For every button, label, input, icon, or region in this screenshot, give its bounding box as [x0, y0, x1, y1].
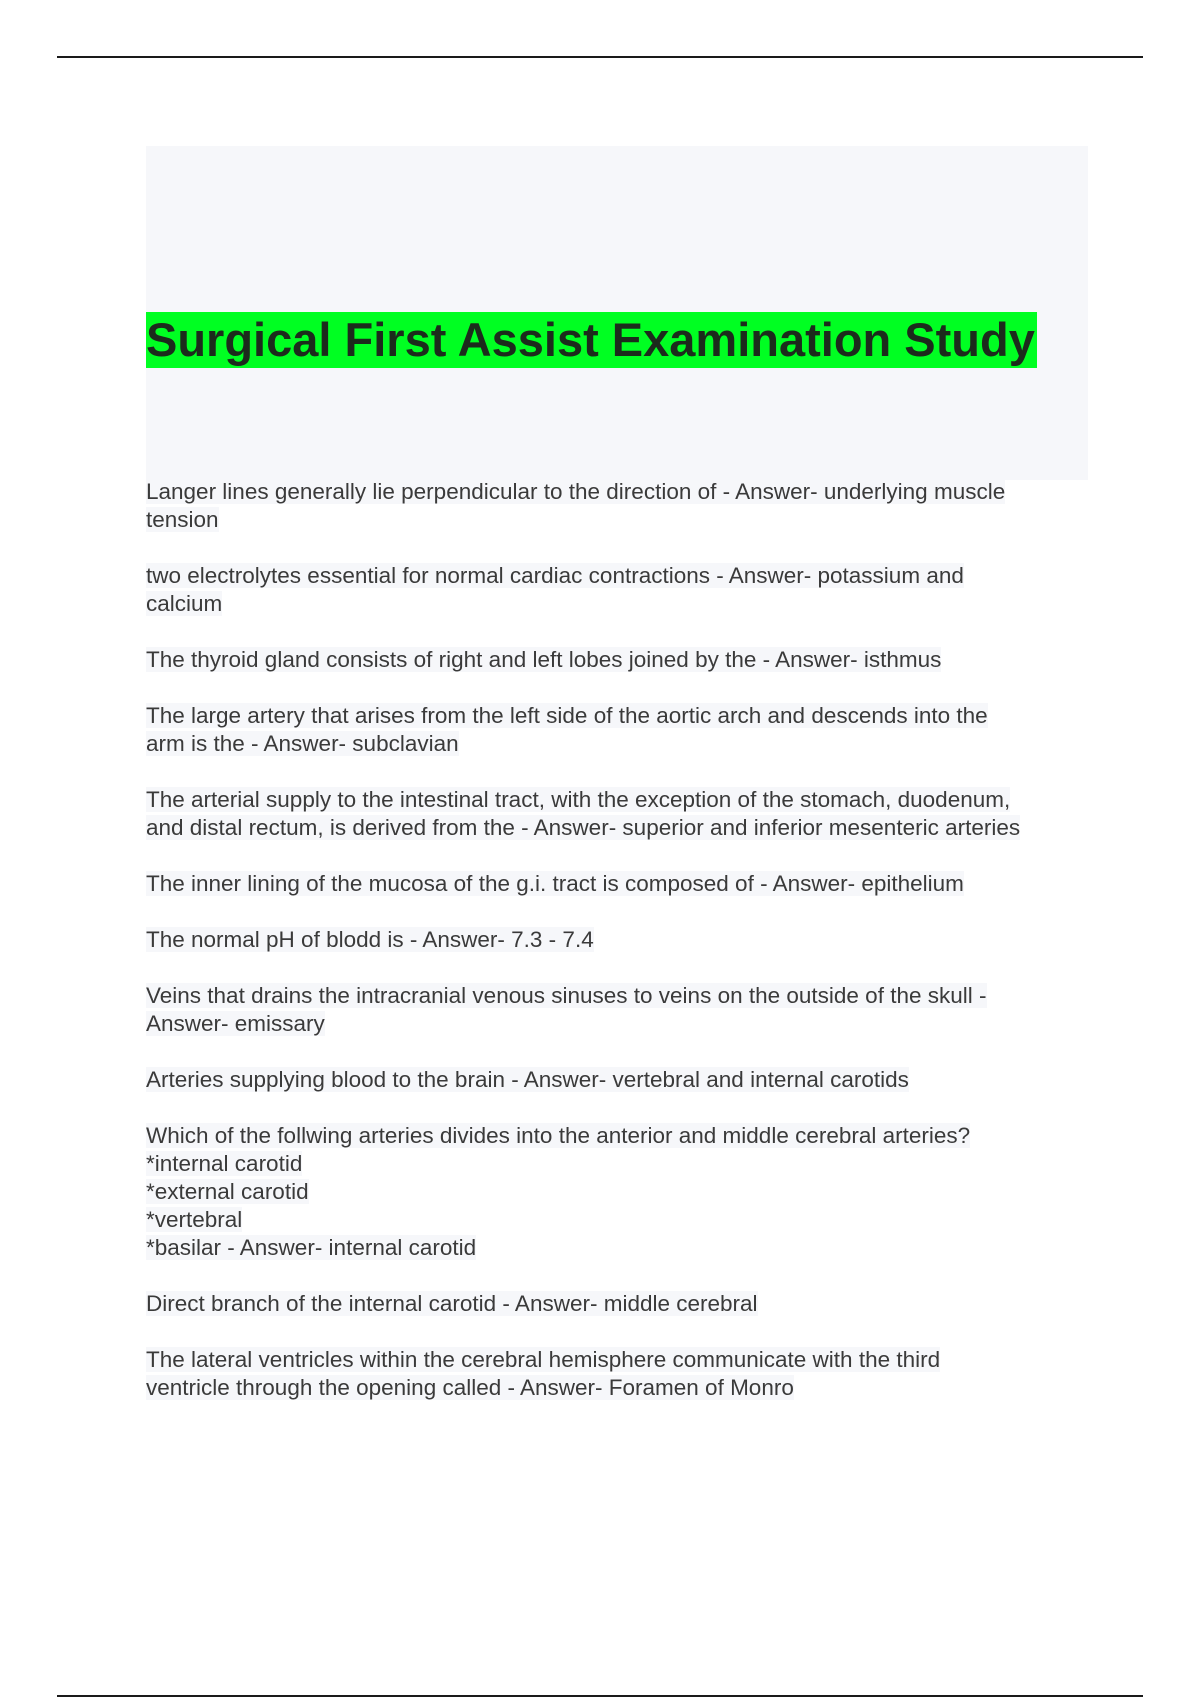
qa-text: The thyroid gland consists of right and left lobes joined by the - Answer- isthmus — [146, 647, 942, 672]
qa-item — [146, 562, 1086, 618]
bottom-rule — [57, 1695, 1143, 1697]
document-title: Surgical First Assist Examination Study — [146, 313, 1035, 366]
title-block — [146, 146, 1088, 480]
qa-text: two electrolytes essential for normal cardiac contractions - Answer- potassium and calcium — [146, 563, 964, 616]
qa-item — [146, 1066, 1086, 1094]
qa-list — [146, 478, 1086, 1430]
qa-text: Arteries supplying blood to the brain - Answer- vertebral and internal carotids — [146, 1067, 909, 1092]
qa-item — [146, 870, 1086, 898]
qa-text: The inner lining of the mucosa of the g.i. tract is composed of - Answer- epithelium — [146, 871, 964, 896]
qa-text: The large artery that arises from the left side of the aortic arch and descends into the arm is the - Answer- subclavian — [146, 703, 988, 756]
qa-text: The lateral ventricles within the cerebral hemisphere communicate with the third ventricle through the opening called - Answer- Foramen of Monro — [146, 1347, 941, 1400]
qa-text: Langer lines generally lie perpendicular to the direction of - Answer- underlying muscle tension — [146, 479, 1006, 532]
qa-text: The normal pH of blodd is - Answer- 7.3 - 7.4 — [146, 927, 594, 952]
qa-text: The arterial supply to the intestinal tract, with the exception of the stomach, duodenum, and distal rectum, is derived from the - Answer- superior and inferior mesenteric arteries — [146, 787, 1021, 840]
qa-item — [146, 1346, 1086, 1402]
qa-text: Veins that drains the intracranial venous sinuses to veins on the outside of the skull - Answer- emissary — [146, 983, 987, 1036]
qa-item — [146, 1290, 1086, 1318]
qa-text: Which of the follwing arteries divides into the anterior and middle cerebral arteries? *internal carotid *external carotid *vertebral *basilar - Answer- internal carotid — [146, 1123, 971, 1260]
qa-item — [146, 646, 1086, 674]
qa-item — [146, 786, 1086, 842]
qa-item — [146, 1122, 1086, 1262]
top-rule — [57, 56, 1143, 58]
qa-item — [146, 478, 1086, 534]
qa-text: Direct branch of the internal carotid - Answer- middle cerebral — [146, 1291, 758, 1316]
qa-item — [146, 982, 1086, 1038]
qa-item — [146, 926, 1086, 954]
qa-item — [146, 702, 1086, 758]
